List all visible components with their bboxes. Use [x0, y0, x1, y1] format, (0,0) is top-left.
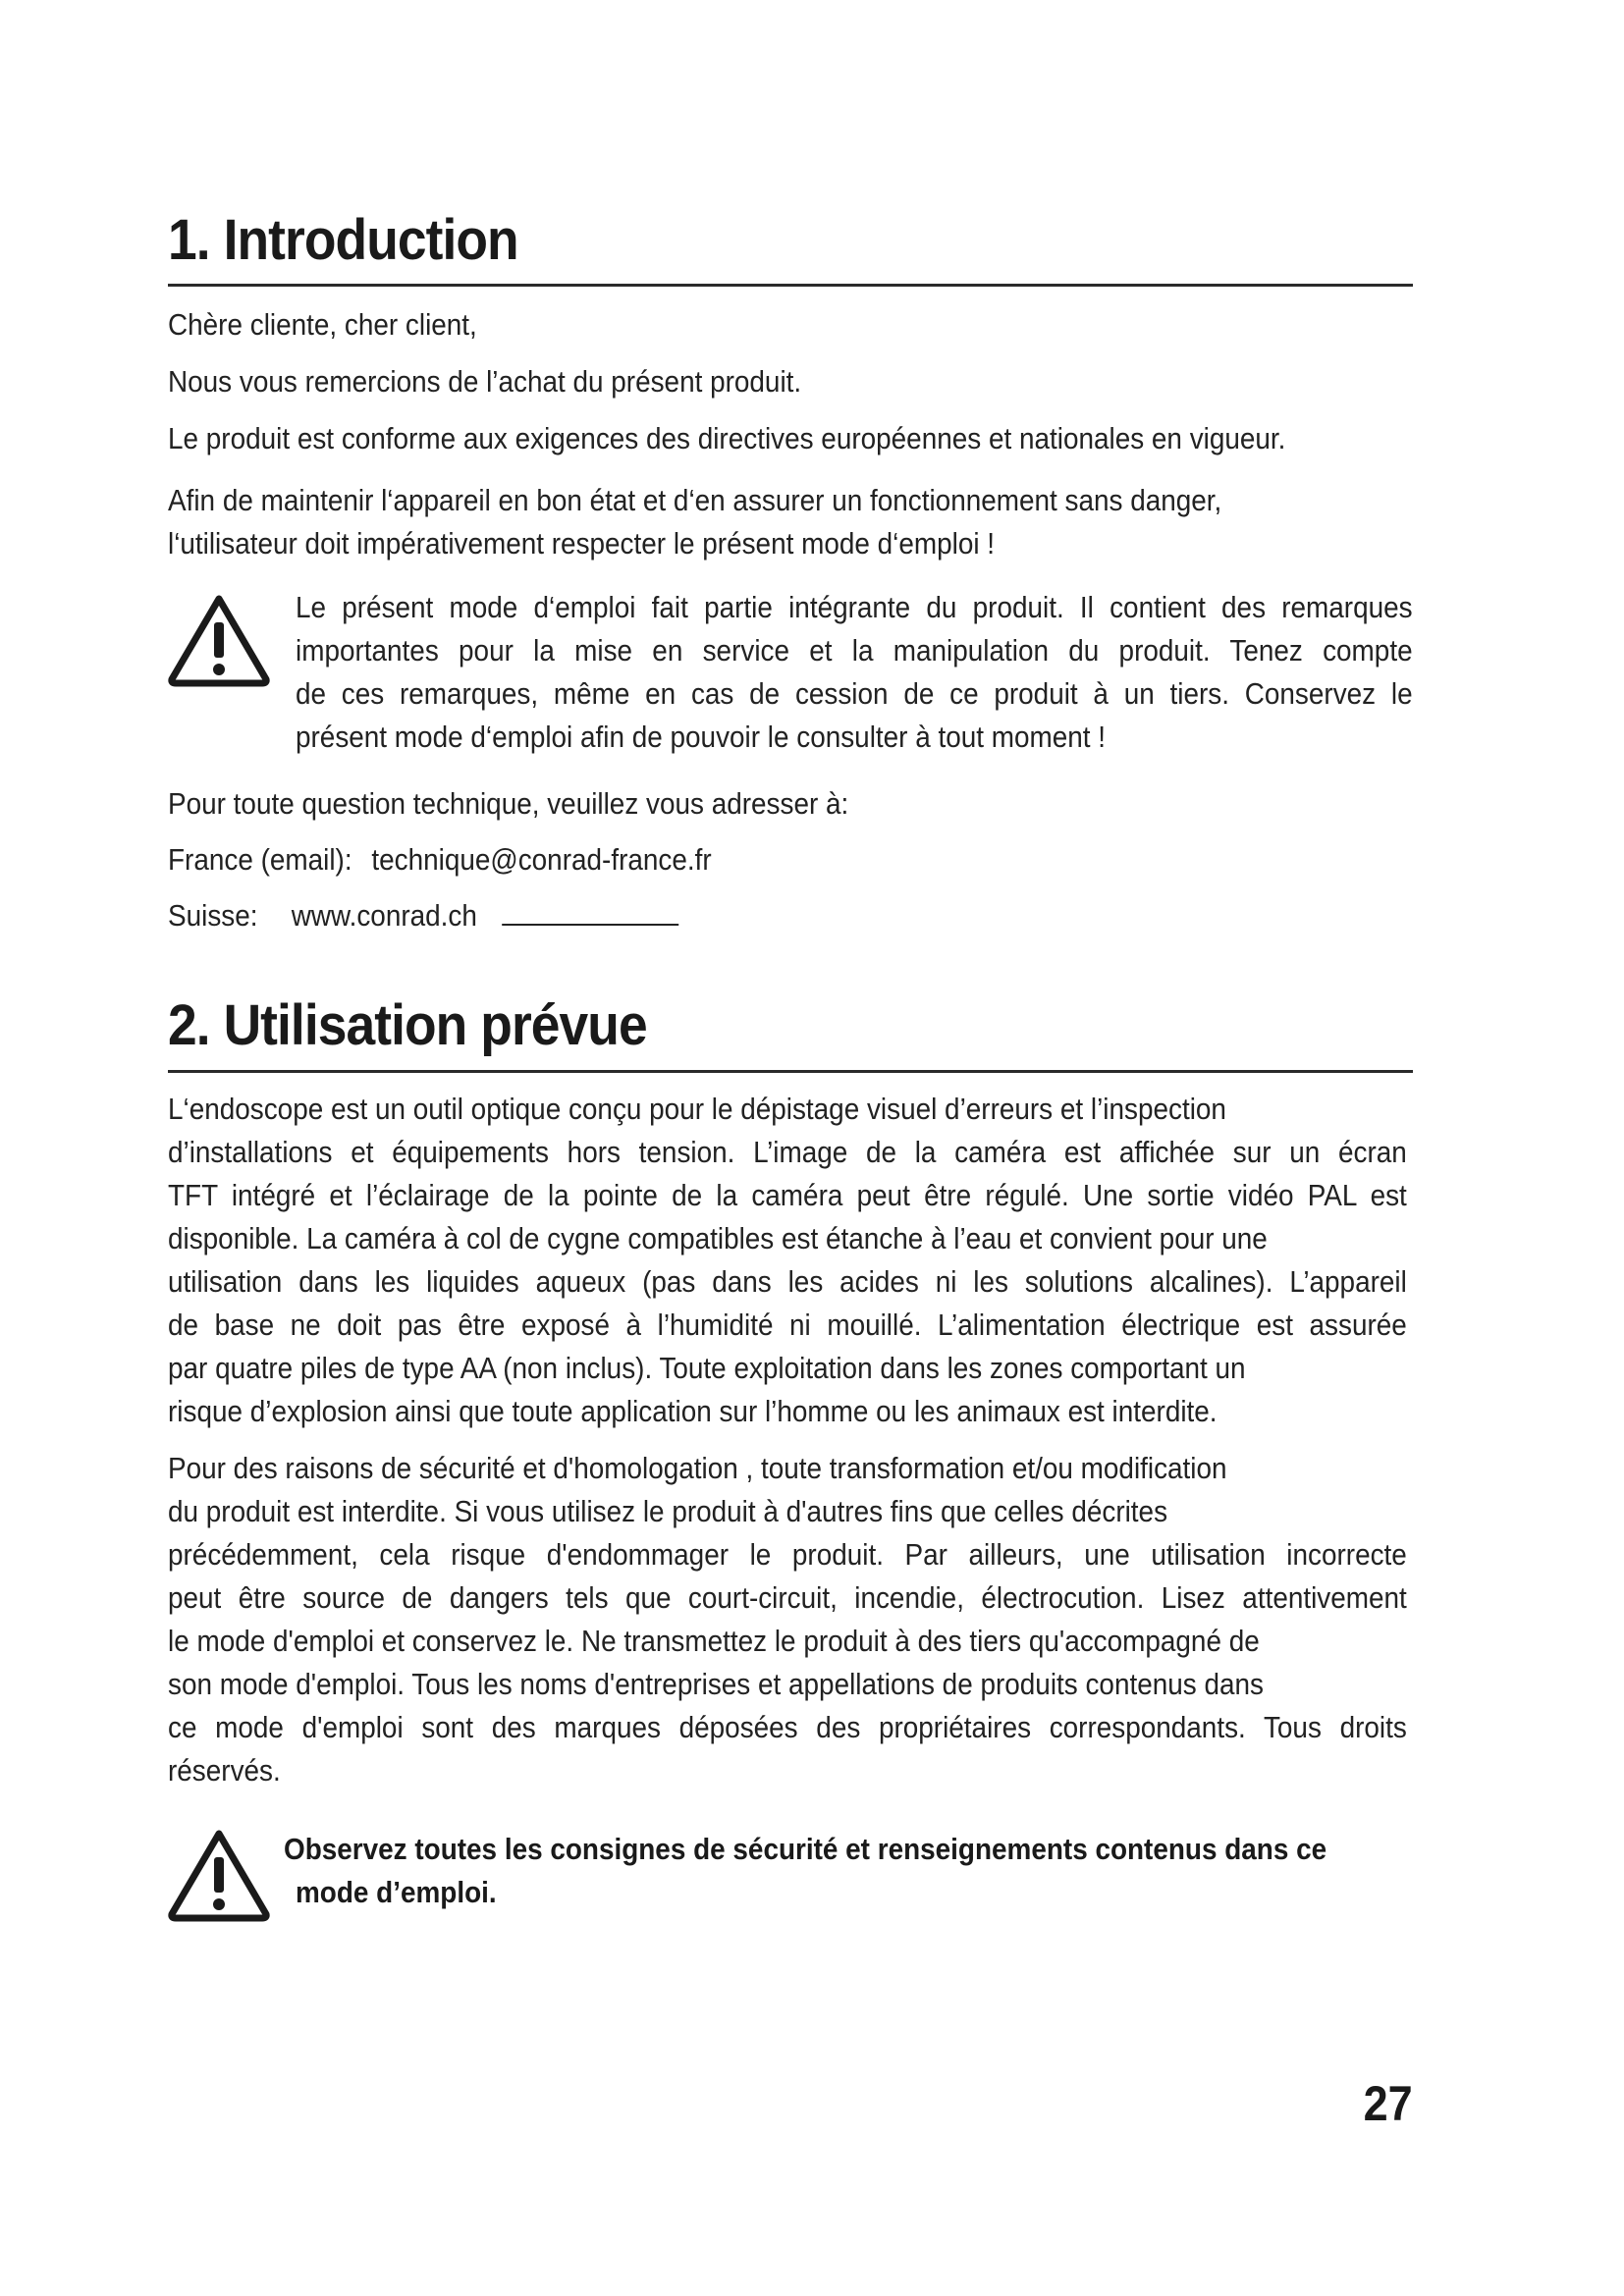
contact-intro-text: Pour toute question technique, veuillez vous adresser à: — [168, 786, 849, 821]
greeting-text: Chère cliente, cher client, — [168, 307, 477, 342]
section-divider — [168, 284, 1413, 287]
contact-label: Suisse: — [168, 898, 258, 933]
warning-note-manual: Le présent mode d‘emploi fait partie intégrante du produit. Il contient des remarques importantes pour la mise en service et la manipulation du produit. Tenez compte de ces remarques, même en cas de cession de ce produit à un tiers. Conservez le présent mode d‘emploi afin de pouvoir le consulter à tout moment ! — [296, 590, 1413, 754]
page-number: 27 — [1363, 2076, 1413, 2131]
section-title-introduction: 1. Introduction — [168, 208, 518, 272]
contact-france — [168, 838, 1413, 881]
blank-underline — [502, 894, 678, 926]
manual-page — [168, 0, 1413, 2296]
section-divider — [168, 1070, 1413, 1073]
intended-use-paragraph: L‘endoscope est un outil optique conçu pour le dépistage visuel d’erreurs et l’inspection d’installations et équipements hors tension. L’image de la caméra est affichée sur un écran TFT intégré et l’éclairage de la pointe de la caméra peut être régulé. Une sortie vidéo PAL est disponible. La caméra à col de cygne compatibles est étanche à l’eau et convient pour une utilisation dans les liquides aqueux (pas dans les acides ni les solutions alcalines). L’appareil de base ne doit pas être exposé à l’humidité ni mouillé. L’alimentation électrique est assurée par quatre piles de type AA (non inclus). Toute exploitation dans les zones comportant un risque d’explosion ainsi que toute application sur l’homme ou les animaux est interdite. — [168, 1092, 1407, 1428]
contact-suisse — [168, 894, 1413, 937]
maintain-paragraph: Afin de maintenir l‘appareil en bon état et d‘en assurer un fonctionnement sans danger, l‘utilisateur doit impérativement respecter le présent mode d‘emploi ! — [168, 483, 1222, 561]
warning-note-safety: Observez toutes les consignes de sécurité et renseignements contenus dans ce mode d’emploi. — [284, 1832, 1327, 1909]
website-link[interactable]: www.conrad.ch — [291, 898, 477, 933]
contact-label: France (email): — [168, 842, 352, 877]
thanks-text: Nous vous remercions de l’achat du présent produit. — [168, 364, 802, 399]
warning-triangle-icon — [168, 1828, 270, 1922]
email-link[interactable]: technique@conrad-france.fr — [371, 842, 712, 877]
section-title-utilisation: 2. Utilisation prévue — [168, 993, 647, 1057]
safety-paragraph: Pour des raisons de sécurité et d'homologation , toute transformation et/ou modification du produit est interdite. Si vous utilisez le produit à d'autres fins que celles décrites précédemment, cela risque d'endommager le produit. Par ailleurs, une utilisation incorrecte peut être source de dangers tels que court-circuit, incendie, électrocution. Lisez attentivement le mode d'emploi et conservez le. Ne transmettez le produit à des tiers qu'accompagné de son mode d'emploi. Tous les noms d'entreprises et appellations de produits contenus dans ce mode d'emploi sont des marques déposées des propriétaires correspondants. Tous droits réservés. — [168, 1451, 1407, 1788]
compliance-text: Le produit est conforme aux exigences des directives européennes et nationales en vigueur. — [168, 421, 1286, 455]
warning-triangle-icon — [168, 593, 270, 687]
